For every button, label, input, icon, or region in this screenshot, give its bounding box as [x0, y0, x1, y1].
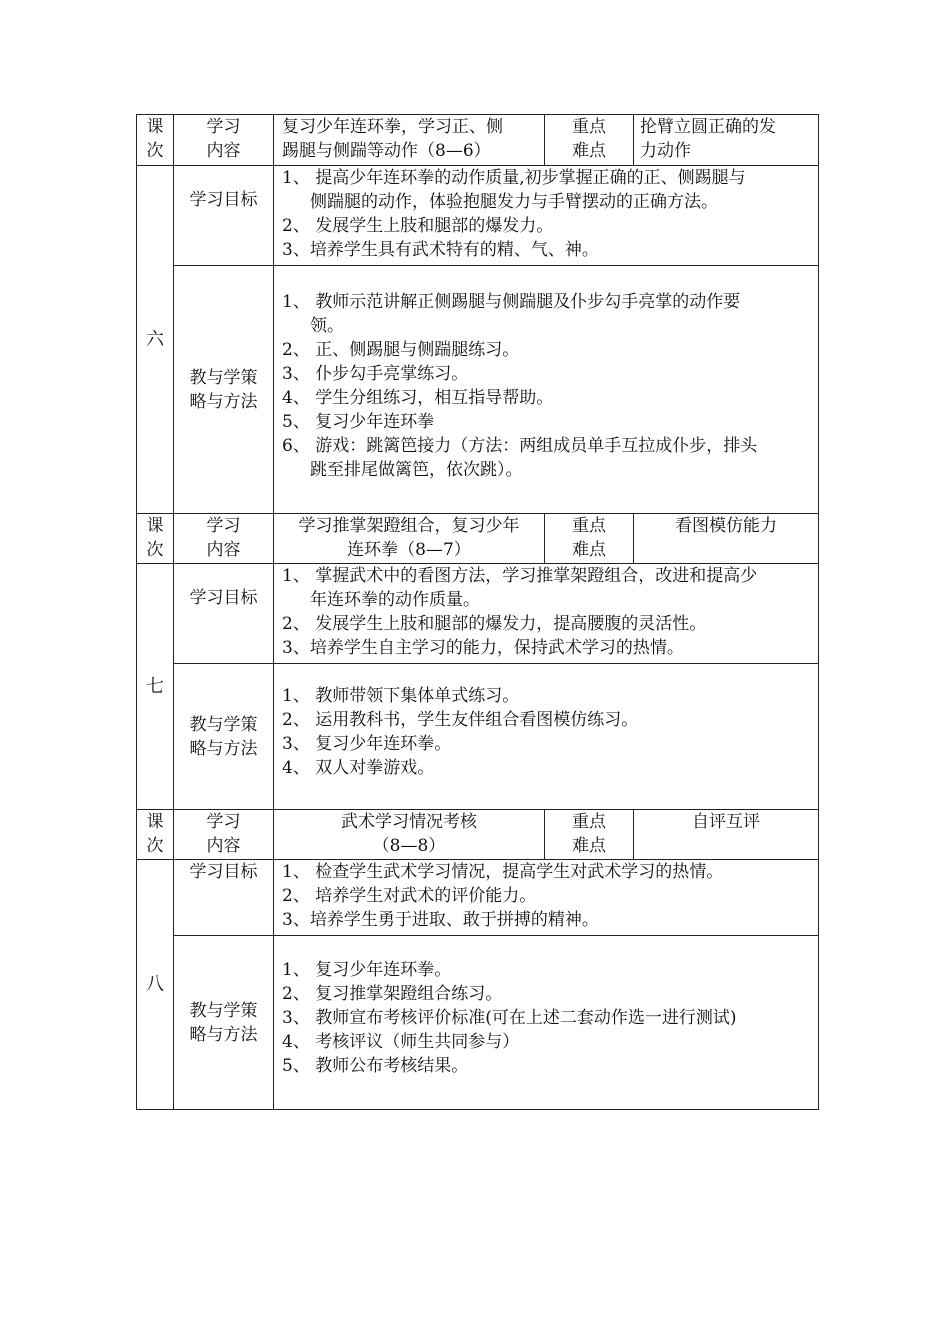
learning-goals-row: [137, 564, 819, 664]
lesson-number-label: [137, 514, 174, 564]
lesson-content: [274, 810, 545, 860]
method-item: [274, 732, 818, 756]
text-line: 课: [146, 516, 164, 536]
learning-goals-list: [274, 860, 819, 936]
lesson-header-row: [137, 115, 819, 166]
goal-item-text: 年连环拳的动作质量。: [310, 590, 480, 610]
text-line: 略与方法: [189, 1024, 258, 1045]
method-item-text: 跳至排尾做篱笆，依次跳）。: [310, 460, 523, 480]
method-item-text: 4、 双人对拳游戏。: [282, 758, 435, 778]
text-line: 抡臂立圆正确的发: [640, 117, 776, 137]
method-item-text: 1、 教师带领下集体单式练习。: [282, 686, 520, 706]
method-item: [274, 290, 818, 338]
method-item-text: 5、 教师公布考核结果。: [282, 1056, 469, 1076]
teaching-methods-list: [274, 664, 819, 810]
goal-item-text: 2、 发展学生上肢和腿部的爆发力。: [282, 216, 554, 236]
teaching-methods-row: [137, 664, 819, 810]
lesson-number-label: [137, 810, 174, 860]
lesson-number-label: [137, 115, 174, 166]
goal-item-text: 2、 培养学生对武术的评价能力。: [282, 886, 537, 906]
key-point-value: [634, 810, 819, 860]
text-line: 复习少年连环拳，学习正、侧: [282, 117, 503, 137]
learning-goals-label: 学习目标: [174, 860, 274, 936]
key-point-value: [634, 514, 819, 564]
text-line: 学习: [206, 117, 241, 137]
key-point-value: [634, 115, 819, 166]
learning-goals-label: 学习目标: [174, 166, 274, 266]
text-line: 次: [146, 141, 164, 161]
text-line: 难点: [572, 836, 606, 856]
method-item-text: 4、 学生分组练习，相互指导帮助。: [282, 388, 554, 408]
method-item-text: 领。: [310, 316, 344, 336]
text-line: 学习: [206, 516, 241, 536]
text-line: 略与方法: [189, 738, 258, 759]
key-point-label: [545, 115, 634, 166]
method-item: [274, 1054, 818, 1078]
teaching-methods-label: [174, 936, 274, 1110]
goal-item: [274, 238, 818, 262]
goal-item: [274, 884, 818, 908]
text-line: 难点: [572, 540, 606, 560]
method-item: [274, 1006, 818, 1030]
goal-item-text: 侧踹腿的动作，体验抱腿发力与手臂摆动的正确方法。: [310, 192, 718, 212]
method-item: [274, 410, 818, 434]
teaching-methods-label: [174, 664, 274, 810]
method-item: [274, 958, 818, 982]
text-line: 教与学策: [189, 1000, 258, 1021]
method-item-text: 3、 仆步勾手亮掌练习。: [282, 364, 469, 384]
goal-item-text: 3、培养学生自主学习的能力，保持武术学习的热情。: [282, 638, 684, 658]
content-label: [174, 115, 274, 166]
text-line: 踢腿与侧踹等动作（8—6）: [282, 141, 491, 161]
goal-item-text: 1、 掌握武术中的看图方法，学习推掌架蹬组合，改进和提高少: [282, 566, 758, 586]
text-line: 连环拳（8—7）: [347, 540, 471, 560]
method-item: [274, 362, 818, 386]
text-line: 次: [146, 540, 164, 560]
goal-item-text: 1、 检查学生武术学习情况，提高学生对武术学习的热情。: [282, 862, 724, 882]
method-item-text: 5、 复习少年连环拳: [282, 412, 435, 432]
method-item: [274, 756, 818, 780]
text-line: 重点: [572, 516, 606, 536]
method-item: [274, 1030, 818, 1054]
goal-item: [274, 908, 818, 932]
goal-item: [274, 860, 818, 884]
method-item: [274, 386, 818, 410]
text-line: 武术学习情况考核: [341, 812, 477, 832]
method-item: [274, 338, 818, 362]
content-label: [174, 514, 274, 564]
text-line: 看图模仿能力: [675, 516, 777, 536]
text-line: （8—8）: [372, 836, 446, 856]
method-item-text: 2、 复习推掌架蹬组合练习。: [282, 984, 503, 1004]
method-item-text: 1、 教师示范讲解正侧踢腿与侧踹腿及仆步勾手亮掌的动作要: [282, 292, 741, 312]
lesson-content: [274, 514, 545, 564]
lesson-plan-table: [136, 114, 819, 1110]
learning-goals-label: 学习目标: [174, 564, 274, 664]
method-item-text: 2、 正、侧踢腿与侧踹腿练习。: [282, 340, 520, 360]
method-item: [274, 982, 818, 1006]
goal-item-text: 3、培养学生具有武术特有的精、气、神。: [282, 240, 599, 260]
learning-goals-list: [274, 166, 819, 266]
lesson-header-row: [137, 514, 819, 564]
learning-goals-row: [137, 860, 819, 936]
text-line: 次: [146, 836, 164, 856]
lesson-number: 八: [137, 860, 174, 1110]
goal-item-text: 1、 提高少年连环拳的动作质量,初步掌握正确的正、侧踢腿与: [282, 168, 746, 188]
lesson-header-row: [137, 810, 819, 860]
lesson-content: [274, 115, 545, 166]
learning-goals-row: [137, 166, 819, 266]
text-line: 课: [146, 812, 164, 832]
teaching-methods-label: [174, 266, 274, 514]
text-line: 内容: [206, 540, 241, 560]
text-line: 自评互评: [692, 812, 760, 832]
text-line: 内容: [206, 836, 241, 856]
text-line: 课: [146, 117, 164, 137]
teaching-methods-row: [137, 266, 819, 514]
text-line: 难点: [572, 141, 606, 161]
goal-item: [274, 214, 818, 238]
text-line: 教与学策: [189, 367, 258, 388]
method-item-text: 6、 游戏：跳篱笆接力（方法：两组成员单手互拉成仆步，排头: [282, 436, 758, 456]
teaching-methods-row: [137, 936, 819, 1110]
teaching-methods-list: [274, 936, 819, 1110]
text-line: 重点: [572, 812, 606, 832]
lesson-plan-document: [136, 114, 818, 1110]
text-line: 内容: [206, 141, 241, 161]
key-point-label: [545, 514, 634, 564]
text-line: 学习推掌架蹬组合，复习少年: [298, 516, 520, 536]
method-item-text: 2、 运用教科书，学生友伴组合看图模仿练习。: [282, 710, 639, 730]
goal-item: [274, 636, 818, 660]
goal-item-text: 2、 发展学生上肢和腿部的爆发力，提高腰腹的灵活性。: [282, 614, 707, 634]
method-item-text: 1、 复习少年连环拳。: [282, 960, 452, 980]
goal-item-text: 3、培养学生勇于进取、敢于拼搏的精神。: [282, 910, 599, 930]
text-line: 教与学策: [189, 714, 258, 735]
method-item-text: 3、 复习少年连环拳。: [282, 734, 452, 754]
text-line: 力动作: [640, 141, 691, 161]
key-point-label: [545, 810, 634, 860]
teaching-methods-list: [274, 266, 819, 514]
goal-item: [274, 612, 818, 636]
learning-goals-list: [274, 564, 819, 664]
lesson-number: 七: [137, 564, 174, 810]
lesson-number: 六: [137, 166, 174, 514]
method-item: [274, 708, 818, 732]
text-line: 学习: [206, 812, 241, 832]
text-line: 略与方法: [189, 391, 258, 412]
goal-item: [274, 564, 818, 612]
method-item-text: 3、 教师宣布考核评价标准(可在上述二套动作选一进行测试): [282, 1008, 737, 1028]
goal-item: [274, 166, 818, 214]
text-line: 重点: [572, 117, 606, 137]
method-item-text: 4、 考核评议（师生共同参与）: [282, 1032, 520, 1052]
content-label: [174, 810, 274, 860]
method-item: [274, 434, 818, 482]
method-item: [274, 684, 818, 708]
